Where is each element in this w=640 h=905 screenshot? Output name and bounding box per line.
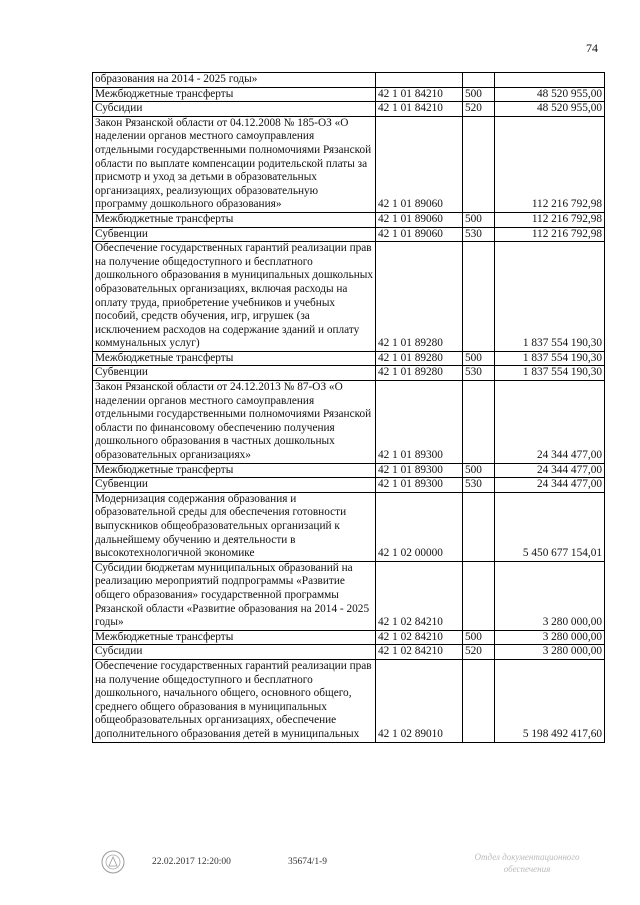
row-vr [463,116,495,212]
row-vr: 520 [463,645,495,660]
row-code: 42 1 01 89060 [376,227,463,242]
row-vr: 520 [463,102,495,117]
row-name: Субвенции [93,227,376,242]
row-sum: 1 837 554 190,30 [495,366,605,381]
row-sum: 48 520 955,00 [495,87,605,102]
row-name: Межбюджетные трансферты [93,212,376,227]
row-sum: 5 198 492 417,60 [495,659,605,742]
row-name: Модернизация содержания образования и образовательной среды для обеспечения готовности выпускников общеобразовательных организаций к дальнейшему обучению и деятельности в высокотехнологичной экономике [93,492,376,561]
row-code: 42 1 01 89300 [376,478,463,493]
row-name: Обеспечение государственных гарантий реализации прав на получение общедоступного и бесплатного дошкольного, начального общего, основного общего, среднего общего образования в муниципальных общеобразовательных организациях, обеспечение дополнительного образования детей в муниципальных [93,659,376,742]
row-vr: 530 [463,478,495,493]
row-code: 42 1 01 89300 [376,463,463,478]
row-name: Межбюджетные трансферты [93,463,376,478]
row-code: 42 1 01 84210 [376,102,463,117]
table-row [93,463,605,478]
row-code: 42 1 02 00000 [376,492,463,561]
row-vr: 530 [463,366,495,381]
row-code: 42 1 02 89010 [376,659,463,742]
row-code: 42 1 01 89280 [376,351,463,366]
table-row [93,116,605,212]
table-row [93,73,605,88]
row-code: 42 1 02 84210 [376,645,463,660]
stamp-icon [100,849,126,875]
row-vr [463,381,495,464]
row-vr [463,659,495,742]
watermark [452,851,602,875]
row-sum: 3 280 000,00 [495,561,605,630]
row-name: Субвенции [93,478,376,493]
row-sum: 48 520 955,00 [495,102,605,117]
row-name: Обеспечение государственных гарантий реализации прав на получение общедоступного и бесплатного дошкольного образования в муниципальных дошкольных образовательных организациях, включая расходы на оплату труда, приобретение учебников и учебных пособий, средств обучения, игр, игрушек (за исключением расходов на содержание зданий и оплату коммунальных услуг) [93,242,376,352]
table-row [93,242,605,352]
row-code: 42 1 01 89060 [376,212,463,227]
row-sum [495,73,605,88]
row-name: Межбюджетные трансферты [93,87,376,102]
row-code [376,73,463,88]
row-name: Субсидии [93,102,376,117]
table-row [93,87,605,102]
row-sum: 112 216 792,98 [495,227,605,242]
row-sum: 24 344 477,00 [495,381,605,464]
row-sum: 5 450 677 154,01 [495,492,605,561]
watermark-line: Отдел документационного [474,852,580,862]
table-row [93,478,605,493]
row-name: Закон Рязанской области от 04.12.2008 № 185-ОЗ «О наделении органов местного самоуправления отдельными государственными полномочиями Рязанской области по выплате компенсации родительской платы за присмотр и уход за детьми в образовательных организациях, реализующих образовательную программу дошкольного образования» [93,116,376,212]
row-vr: 500 [463,87,495,102]
row-name: Субвенции [93,366,376,381]
row-vr [463,73,495,88]
page-number: 74 [586,41,598,55]
row-name: Субсидии [93,645,376,660]
row-vr: 530 [463,227,495,242]
row-sum: 3 280 000,00 [495,645,605,660]
table-row [93,492,605,561]
table-row [93,630,605,645]
budget-table [92,72,605,743]
row-name: Субсидии бюджетам муниципальных образований на реализацию мероприятий подпрограммы «Развитие общего образования» государственной программы Рязанской области «Развитие образования на 2014 - 2025 годы» [93,561,376,630]
row-code: 42 1 01 89060 [376,116,463,212]
row-code: 42 1 02 84210 [376,561,463,630]
row-code: 42 1 01 84210 [376,87,463,102]
row-sum: 24 344 477,00 [495,463,605,478]
table-row [93,366,605,381]
footer-date: 22.02.2017 12:20:00 [152,857,231,867]
table-row [93,381,605,464]
row-sum: 3 280 000,00 [495,630,605,645]
table-row [93,212,605,227]
row-vr: 500 [463,351,495,366]
row-code: 42 1 02 84210 [376,630,463,645]
row-vr [463,561,495,630]
watermark-line: обеспечения [503,864,551,874]
row-name: Межбюджетные трансферты [93,351,376,366]
table-row [93,561,605,630]
row-code: 42 1 01 89300 [376,381,463,464]
row-sum: 112 216 792,98 [495,212,605,227]
row-code: 42 1 01 89280 [376,366,463,381]
footer-doc-number: 35674/1-9 [288,857,328,867]
row-name: образования на 2014 - 2025 годы» [93,73,376,88]
row-name: Межбюджетные трансферты [93,630,376,645]
row-sum: 112 216 792,98 [495,116,605,212]
row-sum: 24 344 477,00 [495,478,605,493]
table-row [93,102,605,117]
row-vr: 500 [463,212,495,227]
table-row [93,227,605,242]
table-row [93,351,605,366]
row-vr [463,492,495,561]
table-row [93,659,605,742]
row-vr [463,242,495,352]
row-sum: 1 837 554 190,30 [495,351,605,366]
row-sum: 1 837 554 190,30 [495,242,605,352]
row-name: Закон Рязанской области от 24.12.2013 № 87-ОЗ «О наделении органов местного самоуправления отдельными государственными полномочиями Рязанской области по финансовому обеспечению получения дошкольного образования в частных дошкольных образовательных организациях» [93,381,376,464]
table-row [93,645,605,660]
row-code: 42 1 01 89280 [376,242,463,352]
row-vr: 500 [463,463,495,478]
row-vr: 500 [463,630,495,645]
